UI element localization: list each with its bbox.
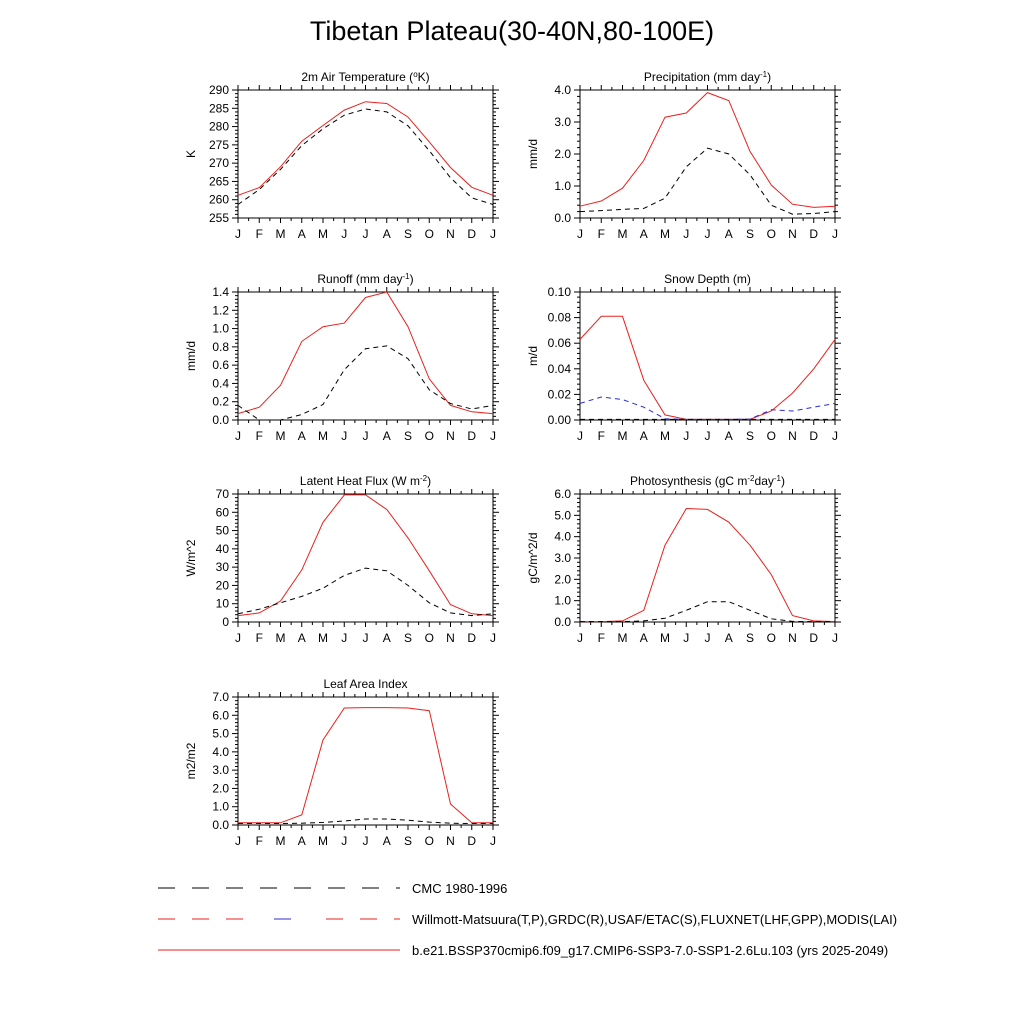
x-tick-label: J <box>341 631 348 645</box>
y-tick-label: 0.04 <box>547 361 571 376</box>
y-axis-label: mm/d <box>526 139 540 169</box>
panel-frame <box>580 494 835 622</box>
series-line-cmc <box>238 109 493 205</box>
y-tick-label: 4.0 <box>212 744 229 759</box>
x-tick-label: F <box>597 631 605 645</box>
legend-item-obs <box>155 909 1015 929</box>
x-tick-label: M <box>318 834 328 848</box>
x-tick-label: A <box>639 429 648 443</box>
x-tick-label: S <box>403 631 413 645</box>
y-tick-label: 0.0 <box>554 615 571 629</box>
y-tick-label: 0.0 <box>554 211 571 225</box>
y-tick-label: 50 <box>215 523 229 538</box>
x-tick-label: J <box>362 429 369 443</box>
x-tick-label: J <box>704 631 711 645</box>
x-tick-label: J <box>577 429 583 443</box>
y-tick-label: 60 <box>215 505 229 520</box>
legend-label-cmc: CMC 1980-1996 <box>412 881 508 896</box>
panel-5 <box>526 474 841 646</box>
x-tick-label: J <box>362 227 369 241</box>
y-tick-label: 5.0 <box>212 726 229 741</box>
panel-3 <box>526 272 841 443</box>
y-tick-label: 2.0 <box>212 781 229 796</box>
y-tick-label: 4.0 <box>554 83 571 97</box>
y-tick-label: 260 <box>208 192 229 207</box>
x-tick-label: F <box>255 429 263 443</box>
x-tick-label: O <box>424 429 434 443</box>
y-tick-label: 0.8 <box>212 339 229 354</box>
x-tick-label: J <box>490 429 496 443</box>
y-tick-label: 2.0 <box>554 572 571 587</box>
panel-frame <box>238 90 493 218</box>
x-tick-label: D <box>809 631 819 645</box>
y-axis-label: W/m^2 <box>184 539 198 577</box>
x-tick-label: O <box>766 429 776 443</box>
panel-frame <box>238 697 493 825</box>
y-tick-label: 0.0 <box>212 413 229 427</box>
y-tick-label: 1.0 <box>554 593 571 608</box>
x-tick-label: J <box>832 227 838 241</box>
y-tick-label: 70 <box>215 487 229 501</box>
panel-title: Precipitation (mm day$^{-1}$) <box>643 69 772 84</box>
x-tick-label: A <box>382 631 391 645</box>
y-tick-label: 265 <box>208 174 229 189</box>
x-tick-label: M <box>617 227 628 241</box>
x-tick-label: F <box>255 227 263 241</box>
y-tick-label: 3.0 <box>554 115 571 129</box>
x-tick-label: S <box>745 227 755 241</box>
x-tick-label: N <box>788 227 797 241</box>
x-tick-label: N <box>788 631 797 645</box>
x-tick-label: J <box>683 227 690 241</box>
y-tick-label: 1.2 <box>212 303 229 318</box>
panel-frame <box>238 292 493 420</box>
x-tick-label: J <box>235 227 241 241</box>
x-tick-label: M <box>660 631 670 645</box>
series-line-cmc <box>580 602 835 622</box>
x-tick-label: S <box>745 429 755 443</box>
series-line-model <box>580 316 835 419</box>
legend-label-obs: Willmott-Matsuura(T,P),GRDC(R),USAF/ETAC(S),FLUXNET(LHF,GPP),MODIS(LAI) <box>412 912 898 927</box>
y-tick-label: 1.0 <box>212 321 229 336</box>
y-tick-label: 0.08 <box>547 310 571 325</box>
y-axis-label: mm/d <box>184 341 198 371</box>
x-tick-label: S <box>403 429 413 443</box>
series-line-cmc <box>238 346 493 420</box>
x-tick-label: J <box>704 429 711 443</box>
x-tick-label: M <box>660 429 670 443</box>
x-tick-label: J <box>683 429 690 443</box>
y-tick-label: 10 <box>215 596 229 611</box>
x-tick-label: A <box>724 631 733 645</box>
x-tick-label: J <box>683 631 690 645</box>
y-tick-label: 7.0 <box>212 690 229 704</box>
y-tick-label: 6.0 <box>212 708 229 723</box>
series-line-model <box>580 509 835 622</box>
y-tick-label: 0.06 <box>547 336 571 351</box>
x-tick-label: D <box>467 834 477 848</box>
x-tick-label: N <box>446 631 455 645</box>
y-tick-label: 1.4 <box>212 285 229 299</box>
x-tick-label: D <box>809 227 819 241</box>
x-tick-label: J <box>341 429 348 443</box>
series-line-model <box>238 708 493 823</box>
panel-title: 2m Air Temperature ($^o$K) <box>301 69 430 84</box>
x-tick-label: J <box>362 631 369 645</box>
y-tick-label: 30 <box>215 560 229 575</box>
x-tick-label: J <box>490 834 496 848</box>
y-tick-label: 280 <box>208 119 229 134</box>
y-tick-label: 255 <box>208 211 229 225</box>
x-tick-label: J <box>235 429 241 443</box>
x-tick-label: J <box>341 227 348 241</box>
y-tick-label: 0.4 <box>212 376 229 391</box>
x-tick-label: A <box>382 227 391 241</box>
legend-swatch-dash-black <box>155 878 405 898</box>
x-tick-label: M <box>275 834 286 848</box>
x-tick-label: A <box>297 227 306 241</box>
x-tick-label: O <box>424 227 434 241</box>
x-tick-label: N <box>446 834 455 848</box>
series-line-model <box>238 292 493 414</box>
x-tick-label: S <box>403 227 413 241</box>
x-tick-label: D <box>809 429 819 443</box>
y-tick-label: 0 <box>222 615 229 629</box>
y-tick-label: 1.0 <box>554 179 571 193</box>
x-tick-label: M <box>617 429 628 443</box>
x-tick-label: J <box>832 429 838 443</box>
x-tick-label: D <box>467 631 477 645</box>
panel-title: Leaf Area Index <box>323 677 408 691</box>
y-axis-label: gC/m^2/d <box>526 532 540 584</box>
x-tick-label: M <box>660 227 670 241</box>
x-tick-label: S <box>403 834 413 848</box>
x-tick-label: F <box>597 429 605 443</box>
series-line-model <box>580 93 835 208</box>
panel-6 <box>184 677 499 848</box>
x-tick-label: N <box>446 429 455 443</box>
x-tick-label: J <box>490 227 496 241</box>
y-axis-label: K <box>184 149 198 159</box>
legend-label-model: b.e21.BSSP370cmip6.f09_g17.CMIP6-SSP3-7.0-SSP1-2.6Lu.103 (yrs 2025-2049) <box>412 943 889 958</box>
x-tick-label: A <box>382 429 391 443</box>
y-tick-label: 0.2 <box>212 394 229 409</box>
y-tick-label: 5.0 <box>554 508 571 523</box>
legend-item-cmc <box>155 878 1015 898</box>
panel-frame <box>580 292 835 420</box>
x-tick-label: F <box>255 834 263 848</box>
y-axis-label: m/d <box>526 345 540 367</box>
x-tick-label: D <box>467 227 477 241</box>
panel-2 <box>184 272 499 444</box>
panel-title: Runoff (mm day$^{-1}$) <box>317 271 414 286</box>
y-tick-label: 4.0 <box>554 529 571 544</box>
x-tick-label: J <box>577 227 583 241</box>
x-tick-label: A <box>297 429 306 443</box>
y-tick-label: 40 <box>215 541 229 556</box>
y-tick-label: 2.0 <box>554 147 571 161</box>
x-tick-label: A <box>639 631 648 645</box>
x-tick-label: M <box>318 429 328 443</box>
legend-item-model <box>155 940 1015 960</box>
x-tick-label: F <box>597 227 605 241</box>
x-tick-label: M <box>617 631 628 645</box>
legend-swatch-solid-red <box>155 940 405 960</box>
panel-title: Latent Heat Flux (W $m^{-2}$) <box>299 473 432 488</box>
x-tick-label: A <box>724 227 733 241</box>
x-tick-label: J <box>235 631 241 645</box>
x-tick-label: O <box>424 631 434 645</box>
y-tick-label: 290 <box>208 83 229 97</box>
x-tick-label: J <box>235 834 241 848</box>
x-tick-label: N <box>446 227 455 241</box>
panel-4 <box>184 474 499 646</box>
panel-title: Snow Depth (m) <box>664 272 751 286</box>
x-tick-label: A <box>382 834 391 848</box>
x-tick-label: J <box>832 631 838 645</box>
x-tick-label: M <box>275 227 286 241</box>
y-tick-label: 0.6 <box>212 358 229 373</box>
x-tick-label: O <box>766 631 776 645</box>
y-tick-label: 6.0 <box>554 487 571 501</box>
panel-frame <box>238 494 493 622</box>
series-line-cmc <box>580 148 835 214</box>
y-tick-label: 270 <box>208 156 229 171</box>
y-tick-label: 20 <box>215 578 229 593</box>
y-tick-label: 3.0 <box>554 551 571 565</box>
y-tick-label: 275 <box>208 137 229 152</box>
x-tick-label: J <box>490 631 496 645</box>
x-tick-label: M <box>318 227 328 241</box>
x-tick-label: N <box>788 429 797 443</box>
x-tick-label: O <box>766 227 776 241</box>
panel-0 <box>184 70 499 242</box>
x-tick-label: J <box>341 834 348 848</box>
x-tick-label: M <box>318 631 328 645</box>
figure-title: Tibetan Plateau(30-40N,80-100E) <box>309 16 715 46</box>
x-tick-label: M <box>275 429 286 443</box>
panel-1 <box>526 70 841 242</box>
series-line-model <box>238 495 493 616</box>
x-tick-label: A <box>297 834 306 848</box>
y-tick-label: 0.02 <box>547 387 571 402</box>
x-tick-label: J <box>704 227 711 241</box>
x-tick-label: A <box>297 631 306 645</box>
panel-title: Photosynthesis (gC $m^{-2}day^{-1}$) <box>630 473 785 488</box>
series-line-cmc <box>238 568 493 616</box>
x-tick-label: J <box>577 631 583 645</box>
x-tick-label: M <box>275 631 286 645</box>
x-tick-label: D <box>467 429 477 443</box>
x-tick-label: S <box>745 631 755 645</box>
panel-frame <box>580 90 835 218</box>
legend-swatch-dash-red-blue <box>155 909 405 929</box>
x-tick-label: J <box>362 834 369 848</box>
y-tick-label: 0.10 <box>547 285 571 299</box>
x-tick-label: F <box>255 631 263 645</box>
y-tick-label: 285 <box>208 101 229 116</box>
y-tick-label: 0.0 <box>212 818 229 832</box>
x-tick-label: A <box>724 429 733 443</box>
series-line-obs <box>580 397 835 419</box>
y-tick-label: 3.0 <box>212 763 229 778</box>
y-tick-label: 0.00 <box>547 413 571 427</box>
y-axis-label: m2/m2 <box>184 742 198 780</box>
y-tick-label: 1.0 <box>212 799 229 814</box>
x-tick-label: A <box>639 227 648 241</box>
x-tick-label: O <box>424 834 434 848</box>
